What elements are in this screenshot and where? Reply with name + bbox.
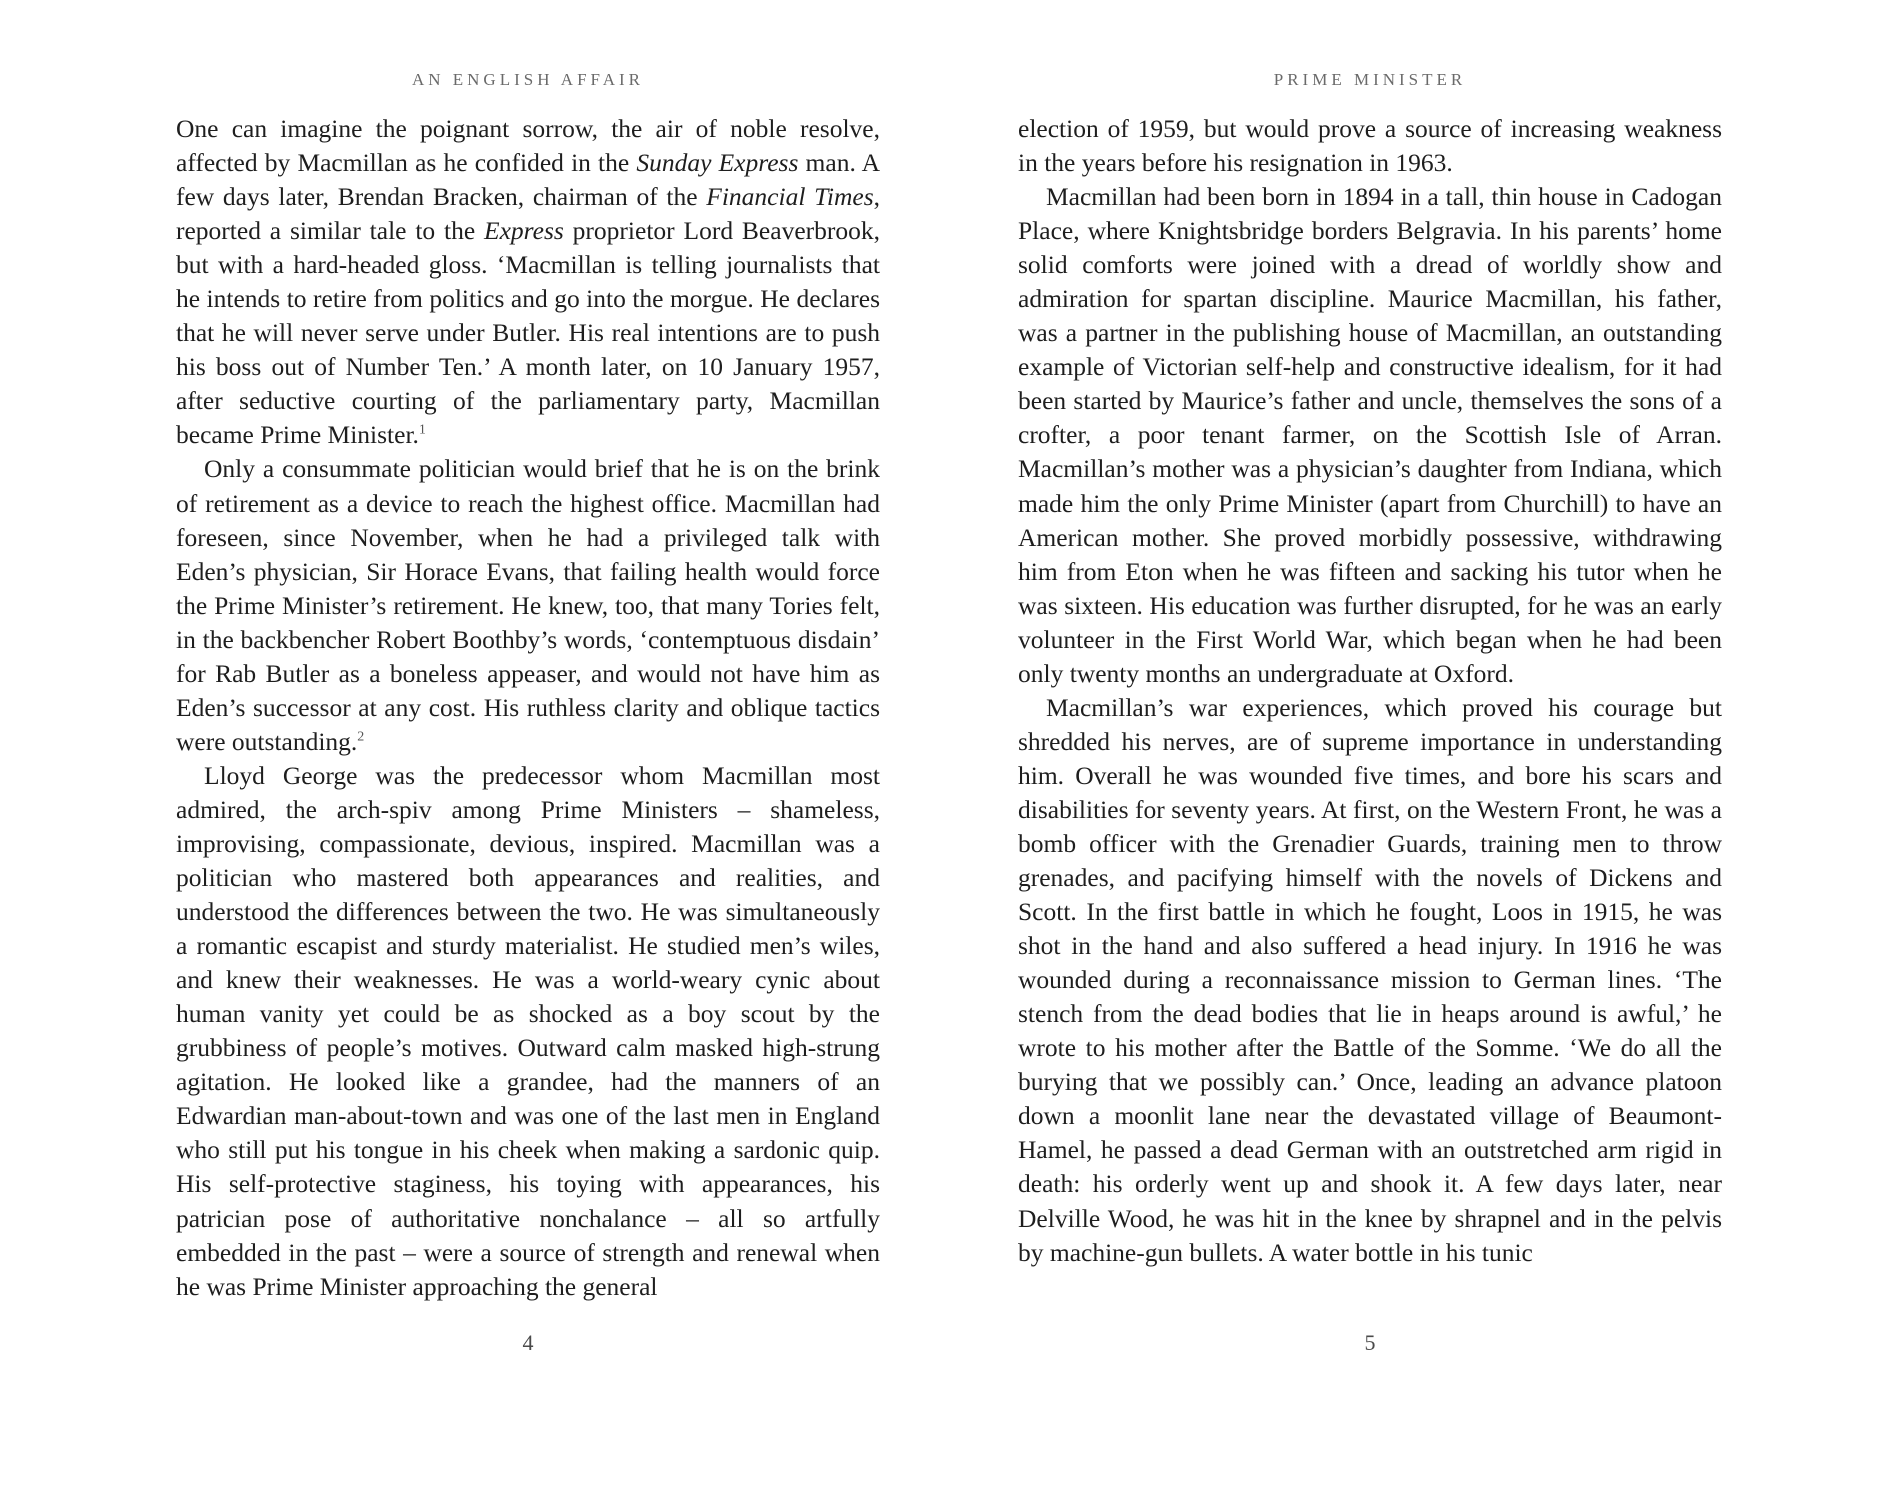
italic-title: Express bbox=[484, 216, 564, 246]
left-running-head: AN ENGLISH AFFAIR bbox=[411, 70, 645, 89]
text-run: Macmillan had been born in 1894 in a tall, thin house in Cadogan Place, where Knightsbridge borders Belgravia. In his parents’ home solid comforts were joined with a dread of worldly show and admiration for spartan discipline. Maurice Macmillan, his father, was a partner in the publishing house of Macmillan, an outstanding example of Victorian self-help and constructive idealism, for it had been started by Maurice’s father and uncle, themselves the sons of a crofter, a poor tenant farmer, on the Scottish Isle of Arran. Macmillan’s mother was a physician’s daughter from Indiana, which made him the only Prime Minister (apart from Churchill) to have an American mother. She proved morbidly possessive, withdrawing him from Eton when he was fifteen and sacking his tutor when he was sixteen. His education was further disrupted, for he was an early volunteer in the First World War, which began when he had been only twenty months an undergraduate at Oxford. bbox=[1018, 182, 1722, 688]
paragraph bbox=[1018, 112, 1722, 180]
footnote-marker: 1 bbox=[418, 422, 426, 438]
right-body-text bbox=[1018, 112, 1722, 1270]
paragraph bbox=[176, 112, 880, 452]
text-run: , reported a similar tale to the bbox=[176, 182, 880, 246]
text-run: Macmillan’s war experiences, which proved his courage but shredded his nerves, are of supreme importance in understanding him. Overall he was wounded five times, and bore his scars and disabilities for seventy years. At first, on the Western Front, he was a bomb officer with the Grenadier Guards, training men to throw grenades, and pacifying himself with the novels of Dickens and Scott. In the first battle in which he fought, Loos in 1915, he was shot in the hand and also suffered a head injury. In 1916 he was wounded during a reconnaissance mission to German lines. ‘The stench from the dead bodies that lie in heaps around is awful,’ he wrote to his mother after the Battle of the Somme. ‘We do all the burying that we possibly can.’ Once, leading an advance platoon down a moonlit lane near the devastated village of Beaumont-Hamel, he passed a dead German with an outstretched arm rigid in death: his orderly went up and shook it. A few days later, near Delville Wood, he was hit in the knee by shrapnel and in the pelvis by machine-gun bullets. A water bottle in his tunic bbox=[1018, 692, 1722, 1267]
right-page-number: 5 bbox=[1364, 1330, 1376, 1355]
italic-title: Financial Times bbox=[706, 182, 874, 212]
text-run: election of 1959, but would prove a source of increasing weakness in the years before his resignation in 1963. bbox=[1018, 114, 1722, 178]
paragraph bbox=[176, 452, 880, 758]
left-body-text bbox=[176, 112, 880, 1304]
text-run: proprietor Lord Beaverbrook, but with a hard-headed gloss. ‘Macmillan is telling journalists that he intends to retire from politics and go into the morgue. He declares that he will never serve under Butler. His real intentions are to push his boss out of Number Ten.’ A month later, on 10 January 1957, after seductive courting of the parliamentary party, Macmillan became Prime Minister. bbox=[176, 216, 880, 450]
text-run: One can imagine the poignant sorrow, the air of noble resolve, affected by Macmillan as he confided in the bbox=[176, 114, 880, 178]
italic-title: Sunday Express bbox=[636, 148, 799, 178]
paragraph bbox=[1018, 180, 1722, 691]
text-run: man. A few days later, Brendan Bracken, chairman of the bbox=[176, 148, 880, 212]
paragraph bbox=[1018, 691, 1722, 1270]
text-run: Lloyd George was the predecessor whom Macmillan most admired, the arch-spiv among Prime Ministers – shameless, improvising, compassionate, devious, inspired. Macmillan was a politician who mastered both appearances and realities, and understood the differences between the two. He was simultaneously a romantic escapist and sturdy materialist. He studied men’s wiles, and knew their weaknesses. He was a world-weary cynic about human vanity yet could be as shocked as a boy scout by the grubbiness of people’s motives. Outward calm masked high-strung agitation. He looked like a grandee, had the manners of an Edwardian man-about-town and was one of the last men in England who still put his tongue in his cheek when making a sardonic quip. His self-protective staginess, his toying with appearances, his patrician pose of authoritative nonchalance – all so artfully embedded in the past – were a source of strength and renewal when he was Prime Minister approaching the general bbox=[176, 760, 880, 1301]
right-page bbox=[1018, 0, 1722, 1488]
text-run: Only a consummate politician would brief that he is on the brink of retirement as a device to reach the highest office. Macmillan had foreseen, since November, when he had a privileged talk with Eden’s physician, Sir Horace Evans, that failing health would force the Prime Minister’s retirement. He knew, too, that many Tories felt, in the backbencher Robert Boothby’s words, ‘contemptuous disdain’ for Rab Butler as a boneless appeaser, and would not have him as Eden’s successor at any cost. His ruthless clarity and oblique tactics were outstanding. bbox=[176, 454, 880, 756]
left-page-number: 4 bbox=[522, 1330, 534, 1355]
left-page bbox=[176, 0, 880, 1488]
footnote-marker: 2 bbox=[357, 729, 365, 745]
paragraph bbox=[176, 759, 880, 1304]
right-running-head: PRIME MINISTER bbox=[1273, 70, 1467, 89]
